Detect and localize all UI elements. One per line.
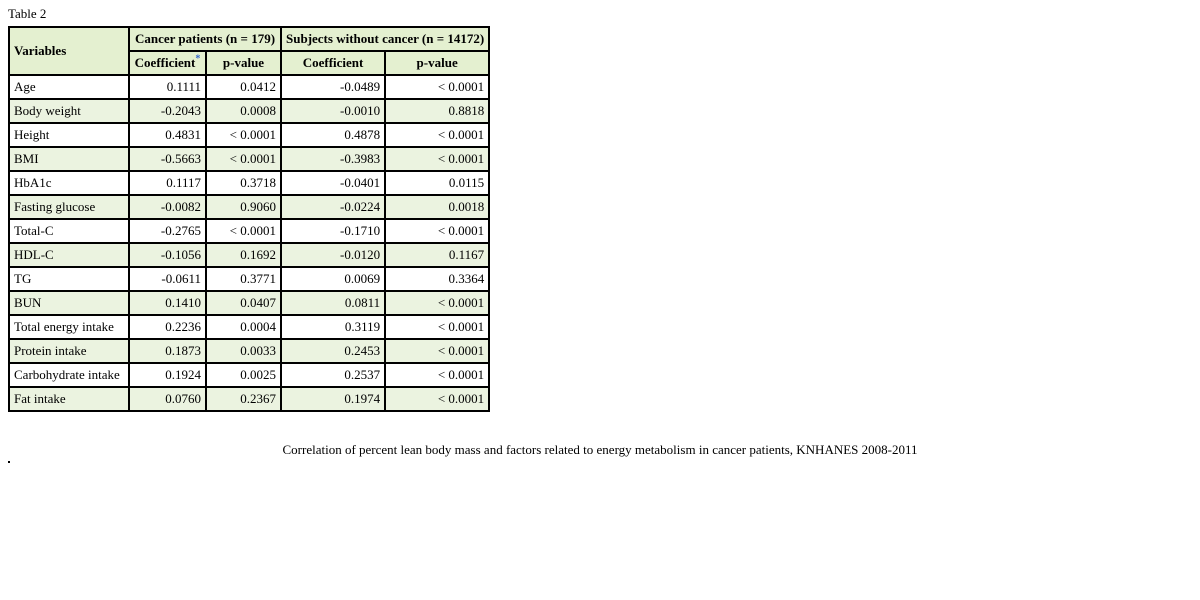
p-value-cancer-cell: 0.2367: [206, 387, 281, 411]
coefficient-no-cancer-cell: -0.0489: [281, 75, 385, 99]
correlation-table: [8, 26, 490, 412]
variable-cell: Height: [9, 123, 129, 147]
p-value-cancer-cell: 0.0008: [206, 99, 281, 123]
variable-cell: Fat intake: [9, 387, 129, 411]
table-row: [9, 339, 489, 363]
p-value-cancer-cell: < 0.0001: [206, 123, 281, 147]
variable-cell: Fasting glucose: [9, 195, 129, 219]
table-row: [9, 243, 489, 267]
coefficient-cancer-cell: 0.1117: [129, 171, 206, 195]
table-row: [9, 147, 489, 171]
table-caption: Correlation of percent lean body mass and factors related to energy metabolism in cancer patients, KNHANES 2008-2011: [282, 442, 918, 457]
p-value-cancer-cell: 0.3718: [206, 171, 281, 195]
coefficient-cancer-cell: 0.2236: [129, 315, 206, 339]
group-header-no-cancer: Subjects without cancer (n = 14172): [281, 27, 489, 51]
coefficient-no-cancer-cell: -0.3983: [281, 147, 385, 171]
table-header: [9, 27, 489, 75]
coefficient-no-cancer-cell: -0.1710: [281, 219, 385, 243]
table-row: [9, 363, 489, 387]
coefficient-label: Coefficient: [134, 55, 196, 70]
table-row: [9, 99, 489, 123]
variable-cell: Carbohydrate intake: [9, 363, 129, 387]
coefficient-no-cancer-cell: 0.4878: [281, 123, 385, 147]
p-value-no-cancer-cell: 0.3364: [385, 267, 489, 291]
coefficient-cancer-cell: 0.1924: [129, 363, 206, 387]
table-label: Table 2: [8, 6, 47, 21]
coefficient-no-cancer-cell: 0.2537: [281, 363, 385, 387]
variable-cell: Total-C: [9, 219, 129, 243]
p-value-no-cancer-cell: < 0.0001: [385, 387, 489, 411]
coefficient-cancer-cell: -0.1056: [129, 243, 206, 267]
stray-dot: [8, 461, 10, 463]
table-row: [9, 315, 489, 339]
coefficient-no-cancer-cell: 0.0811: [281, 291, 385, 315]
p-value-no-cancer-cell: < 0.0001: [385, 219, 489, 243]
coefficient-no-cancer-cell: -0.0010: [281, 99, 385, 123]
p-value-no-cancer-cell: < 0.0001: [385, 123, 489, 147]
p-value-cancer-cell: < 0.0001: [206, 147, 281, 171]
p-value-no-cancer-cell: < 0.0001: [385, 147, 489, 171]
table-body: [9, 75, 489, 411]
p-value-cancer-cell: 0.0025: [206, 363, 281, 387]
table-row: [9, 219, 489, 243]
coefficient-header-cancer: [129, 51, 206, 75]
p-value-no-cancer-cell: 0.8818: [385, 99, 489, 123]
coefficient-cancer-cell: -0.5663: [129, 147, 206, 171]
coefficient-no-cancer-cell: -0.0120: [281, 243, 385, 267]
variable-cell: TG: [9, 267, 129, 291]
p-value-cancer-cell: 0.9060: [206, 195, 281, 219]
variables-header: Variables: [9, 27, 129, 75]
table-row: [9, 75, 489, 99]
p-value-no-cancer-cell: 0.0115: [385, 171, 489, 195]
coefficient-header-no-cancer: Coefficient: [281, 51, 385, 75]
coefficient-no-cancer-cell: -0.0224: [281, 195, 385, 219]
coefficient-cancer-cell: 0.1111: [129, 75, 206, 99]
coefficient-cancer-cell: -0.2043: [129, 99, 206, 123]
variable-cell: HDL-C: [9, 243, 129, 267]
p-value-header-no-cancer: p-value: [385, 51, 489, 75]
p-value-no-cancer-cell: 0.1167: [385, 243, 489, 267]
variable-cell: Protein intake: [9, 339, 129, 363]
coefficient-no-cancer-cell: -0.0401: [281, 171, 385, 195]
p-value-no-cancer-cell: < 0.0001: [385, 75, 489, 99]
p-value-cancer-cell: 0.0033: [206, 339, 281, 363]
p-value-no-cancer-cell: < 0.0001: [385, 315, 489, 339]
p-value-cancer-cell: 0.3771: [206, 267, 281, 291]
p-value-cancer-cell: 0.0004: [206, 315, 281, 339]
table-row: [9, 387, 489, 411]
p-value-header-cancer: p-value: [206, 51, 281, 75]
variable-cell: BUN: [9, 291, 129, 315]
p-value-no-cancer-cell: < 0.0001: [385, 339, 489, 363]
variable-cell: Age: [9, 75, 129, 99]
variable-cell: HbA1c: [9, 171, 129, 195]
table-row: [9, 291, 489, 315]
variable-cell: Body weight: [9, 99, 129, 123]
coefficient-no-cancer-cell: 0.0069: [281, 267, 385, 291]
p-value-no-cancer-cell: < 0.0001: [385, 291, 489, 315]
table-row: [9, 267, 489, 291]
p-value-cancer-cell: 0.1692: [206, 243, 281, 267]
footnote-mark[interactable]: *: [195, 53, 201, 65]
coefficient-cancer-cell: 0.0760: [129, 387, 206, 411]
coefficient-cancer-cell: -0.0082: [129, 195, 206, 219]
coefficient-cancer-cell: -0.2765: [129, 219, 206, 243]
p-value-cancer-cell: < 0.0001: [206, 219, 281, 243]
group-header-cancer: Cancer patients (n = 179): [129, 27, 281, 51]
coefficient-cancer-cell: 0.4831: [129, 123, 206, 147]
p-value-no-cancer-cell: < 0.0001: [385, 363, 489, 387]
table-row: [9, 123, 489, 147]
header-row-groups: [9, 27, 489, 51]
p-value-cancer-cell: 0.0412: [206, 75, 281, 99]
variable-cell: Total energy intake: [9, 315, 129, 339]
coefficient-no-cancer-cell: 0.1974: [281, 387, 385, 411]
coefficient-cancer-cell: -0.0611: [129, 267, 206, 291]
coefficient-no-cancer-cell: 0.3119: [281, 315, 385, 339]
table-row: [9, 195, 489, 219]
coefficient-cancer-cell: 0.1873: [129, 339, 206, 363]
p-value-cancer-cell: 0.0407: [206, 291, 281, 315]
coefficient-no-cancer-cell: 0.2453: [281, 339, 385, 363]
p-value-no-cancer-cell: 0.0018: [385, 195, 489, 219]
table-row: [9, 171, 489, 195]
coefficient-cancer-cell: 0.1410: [129, 291, 206, 315]
variable-cell: BMI: [9, 147, 129, 171]
